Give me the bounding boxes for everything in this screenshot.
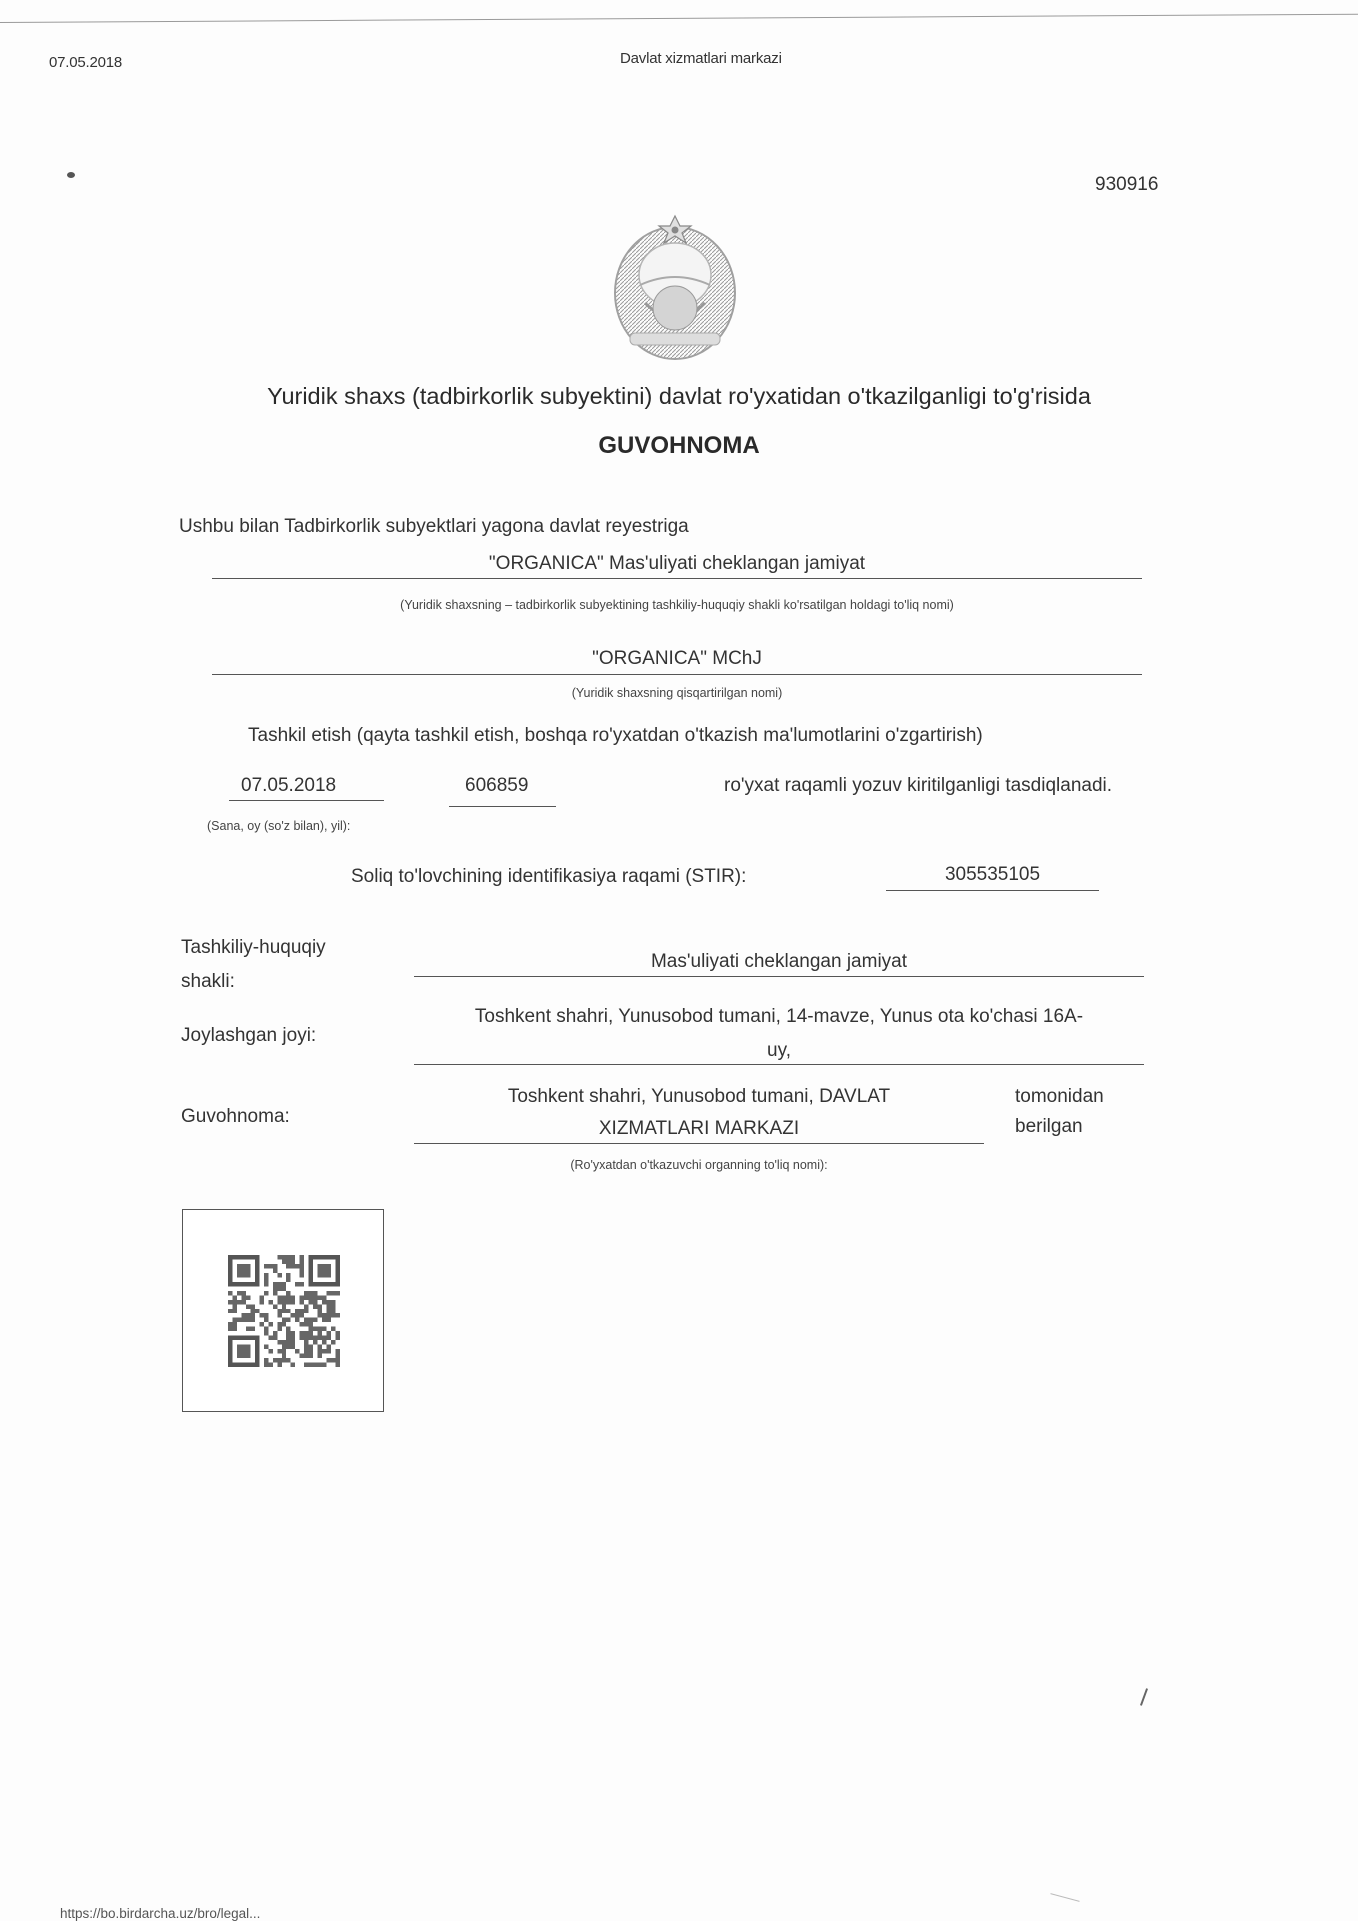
pen-mark <box>1140 1688 1148 1706</box>
registration-date-underline <box>229 800 384 801</box>
location-value-line1: Toshkent shahri, Yunusobod tumani, 14-mavze, Yunus ota ko'chasi 16A- <box>474 1006 1084 1027</box>
short-name-caption: (Yuridik shaxsning qisqartirilgan nomi) <box>571 686 783 700</box>
issuer-value-line1: Toshkent shahri, Yunusobod tumani, DAVLAT <box>507 1086 891 1107</box>
issuer-suffix-line1: tomonidan <box>1015 1086 1104 1107</box>
footer-url[interactable]: https://bo.birdarcha.uz/bro/legal... <box>60 1906 261 1921</box>
scan-speck <box>67 172 75 178</box>
full-name-caption: (Yuridik shaxsning – tadbirkorlik subyektining tashkiliy-huquqiy shakli ko'rsatilgan holdagi to'liq nomi) <box>400 598 954 612</box>
registration-number: 606859 <box>465 775 529 796</box>
legal-form-label-line2: shakli: <box>181 971 235 992</box>
qr-frame <box>182 1209 384 1412</box>
uzbekistan-coat-of-arms-icon <box>600 213 750 363</box>
confirmation-text: ro'yxat raqamli yozuv kiritilganligi tasdiqlanadi. <box>724 775 1113 796</box>
certificate-label: Guvohnoma: <box>181 1106 290 1127</box>
location-label: Joylashgan joyi: <box>181 1025 317 1046</box>
registration-date: 07.05.2018 <box>241 775 337 796</box>
header-date: 07.05.2018 <box>49 54 123 71</box>
issuer-caption: (Ro'yxatdan o'tkazuvchi organning to'liq nomi): <box>570 1158 828 1172</box>
location-value-line2: uy, <box>767 1040 791 1061</box>
full-name-underline <box>212 578 1142 579</box>
intro-text: Ushbu bilan Tadbirkorlik subyektlari yagona davlat reyestriga <box>179 516 689 537</box>
tin-value: 305535105 <box>944 864 1041 885</box>
qr-code-icon <box>228 1255 340 1367</box>
tin-underline <box>886 890 1099 891</box>
scan-smudge <box>1050 1893 1079 1902</box>
issuer-underline <box>414 1143 984 1144</box>
location-underline <box>414 1064 1144 1065</box>
registration-number-underline <box>449 806 556 807</box>
short-name-value: "ORGANICA" MChJ <box>592 648 762 669</box>
document-title: Yuridik shaxs (tadbirkorlik subyektini) davlat ro'yxatidan o'tkazilganligi to'g'risida <box>267 383 1091 409</box>
registration-action: Tashkil etish (qayta tashkil etish, boshqa ro'yxatdan o'tkazish ma'lumotlarini o'zgartirish) <box>248 725 983 746</box>
legal-form-label-line1: Tashkiliy-huquqiy <box>181 937 326 958</box>
scan-edge-line <box>0 14 1358 23</box>
serial-number: 930916 <box>1095 174 1159 195</box>
header-org: Davlat xizmatlari markazi <box>620 50 782 67</box>
issuer-suffix-line2: berilgan <box>1015 1116 1083 1137</box>
short-name-underline <box>212 674 1142 675</box>
full-name-value: "ORGANICA" Mas'uliyati cheklangan jamiyat <box>488 553 866 574</box>
tin-label: Soliq to'lovchining identifikasiya raqami (STIR): <box>351 866 747 887</box>
legal-form-value: Mas'uliyati cheklangan jamiyat <box>650 951 908 972</box>
document-heading: GUVOHNOMA <box>598 432 760 459</box>
date-caption: (Sana, oy (so'z bilan), yil): <box>207 819 351 833</box>
legal-form-underline <box>414 976 1144 977</box>
issuer-value-line2: XIZMATLARI MARKAZI <box>598 1118 800 1139</box>
